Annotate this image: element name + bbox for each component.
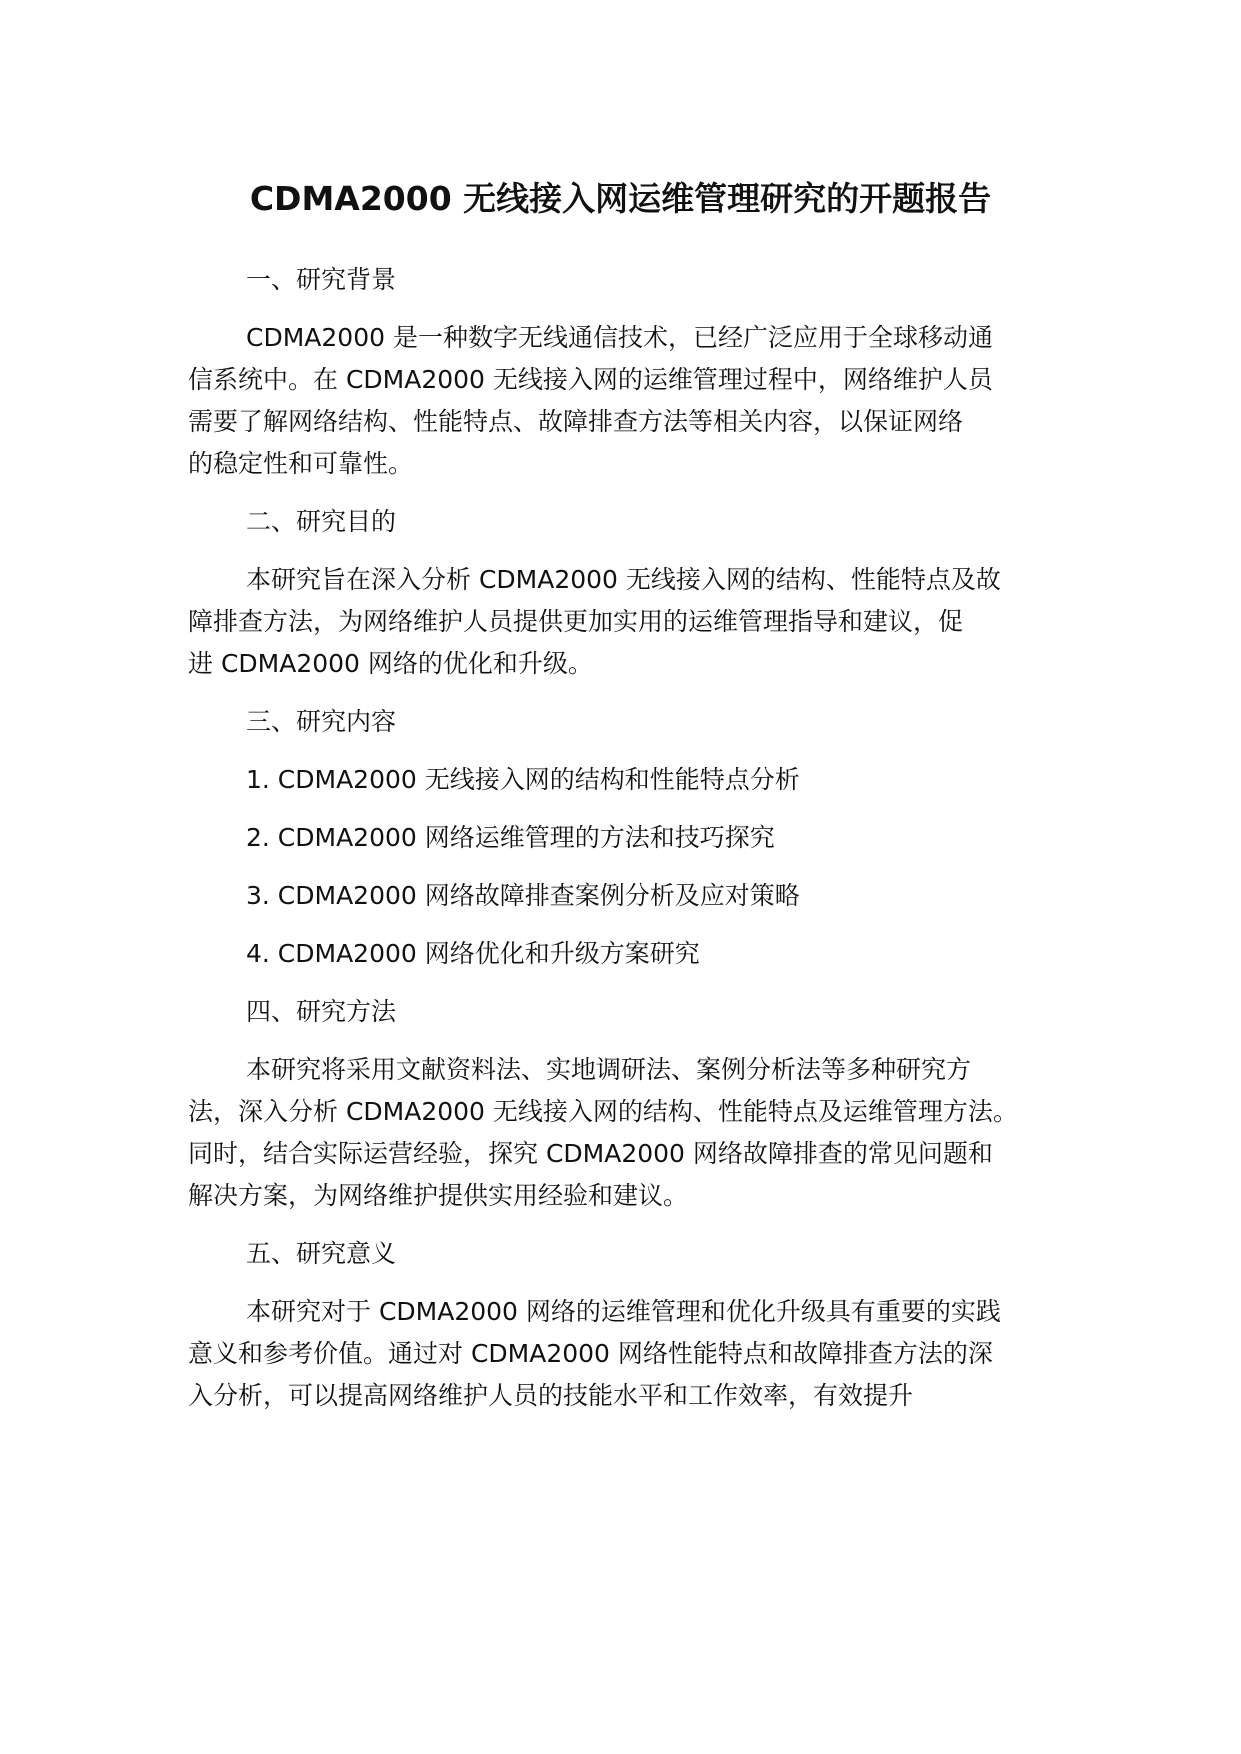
section-heading-content: 三、研究内容: [246, 707, 397, 736]
list-item: 1. CDMA2000 无线接入网的结构和性能特点分析: [246, 765, 800, 794]
section-heading-method: 四、研究方法: [246, 997, 397, 1026]
paragraph-line: 本研究对于 CDMA2000 网络的运维管理和优化升级具有重要的实践: [246, 1297, 1001, 1326]
paragraph-line: 障排查方法，为网络维护人员提供更加实用的运维管理指导和建议，促: [188, 607, 964, 636]
document-title: CDMA2000 无线接入网运维管理研究的开题报告: [249, 179, 992, 218]
paragraph-line: 法，深入分析 CDMA2000 无线接入网的结构、性能特点及运维管理方法。: [188, 1097, 1018, 1126]
paragraph-line: 意义和参考价值。通过对 CDMA2000 网络性能特点和故障排查方法的深: [188, 1339, 993, 1368]
section-heading-significance: 五、研究意义: [246, 1239, 397, 1268]
paragraph-line: 同时，结合实际运营经验，探究 CDMA2000 网络故障排查的常见问题和: [188, 1139, 993, 1168]
list-item: 2. CDMA2000 网络运维管理的方法和技巧探究: [246, 823, 775, 852]
paragraph-line: 本研究将采用文献资料法、实地调研法、案例分析法等多种研究方: [246, 1055, 972, 1084]
paragraph-line: 信系统中。在 CDMA2000 无线接入网的运维管理过程中，网络维护人员: [188, 365, 993, 394]
paragraph-line: 本研究旨在深入分析 CDMA2000 无线接入网的结构、性能特点及故: [246, 565, 1001, 594]
list-item: 4. CDMA2000 网络优化和升级方案研究: [246, 939, 700, 968]
paragraph-line: 入分析，可以提高网络维护人员的技能水平和工作效率，有效提升: [188, 1381, 914, 1410]
list-item: 3. CDMA2000 网络故障排查案例分析及应对策略: [246, 881, 800, 910]
paragraph-line: CDMA2000 是一种数字无线通信技术，已经广泛应用于全球移动通: [246, 323, 993, 352]
section-heading-background: 一、研究背景: [246, 265, 397, 294]
paragraph-line: 进 CDMA2000 网络的优化和升级。: [188, 649, 593, 678]
section-heading-purpose: 二、研究目的: [246, 507, 397, 536]
paragraph-line: 的稳定性和可靠性。: [188, 449, 414, 478]
paragraph-line: 解决方案，为网络维护提供实用经验和建议。: [188, 1181, 689, 1210]
paragraph-line: 需要了解网络结构、性能特点、故障排查方法等相关内容，以保证网络: [188, 407, 964, 436]
